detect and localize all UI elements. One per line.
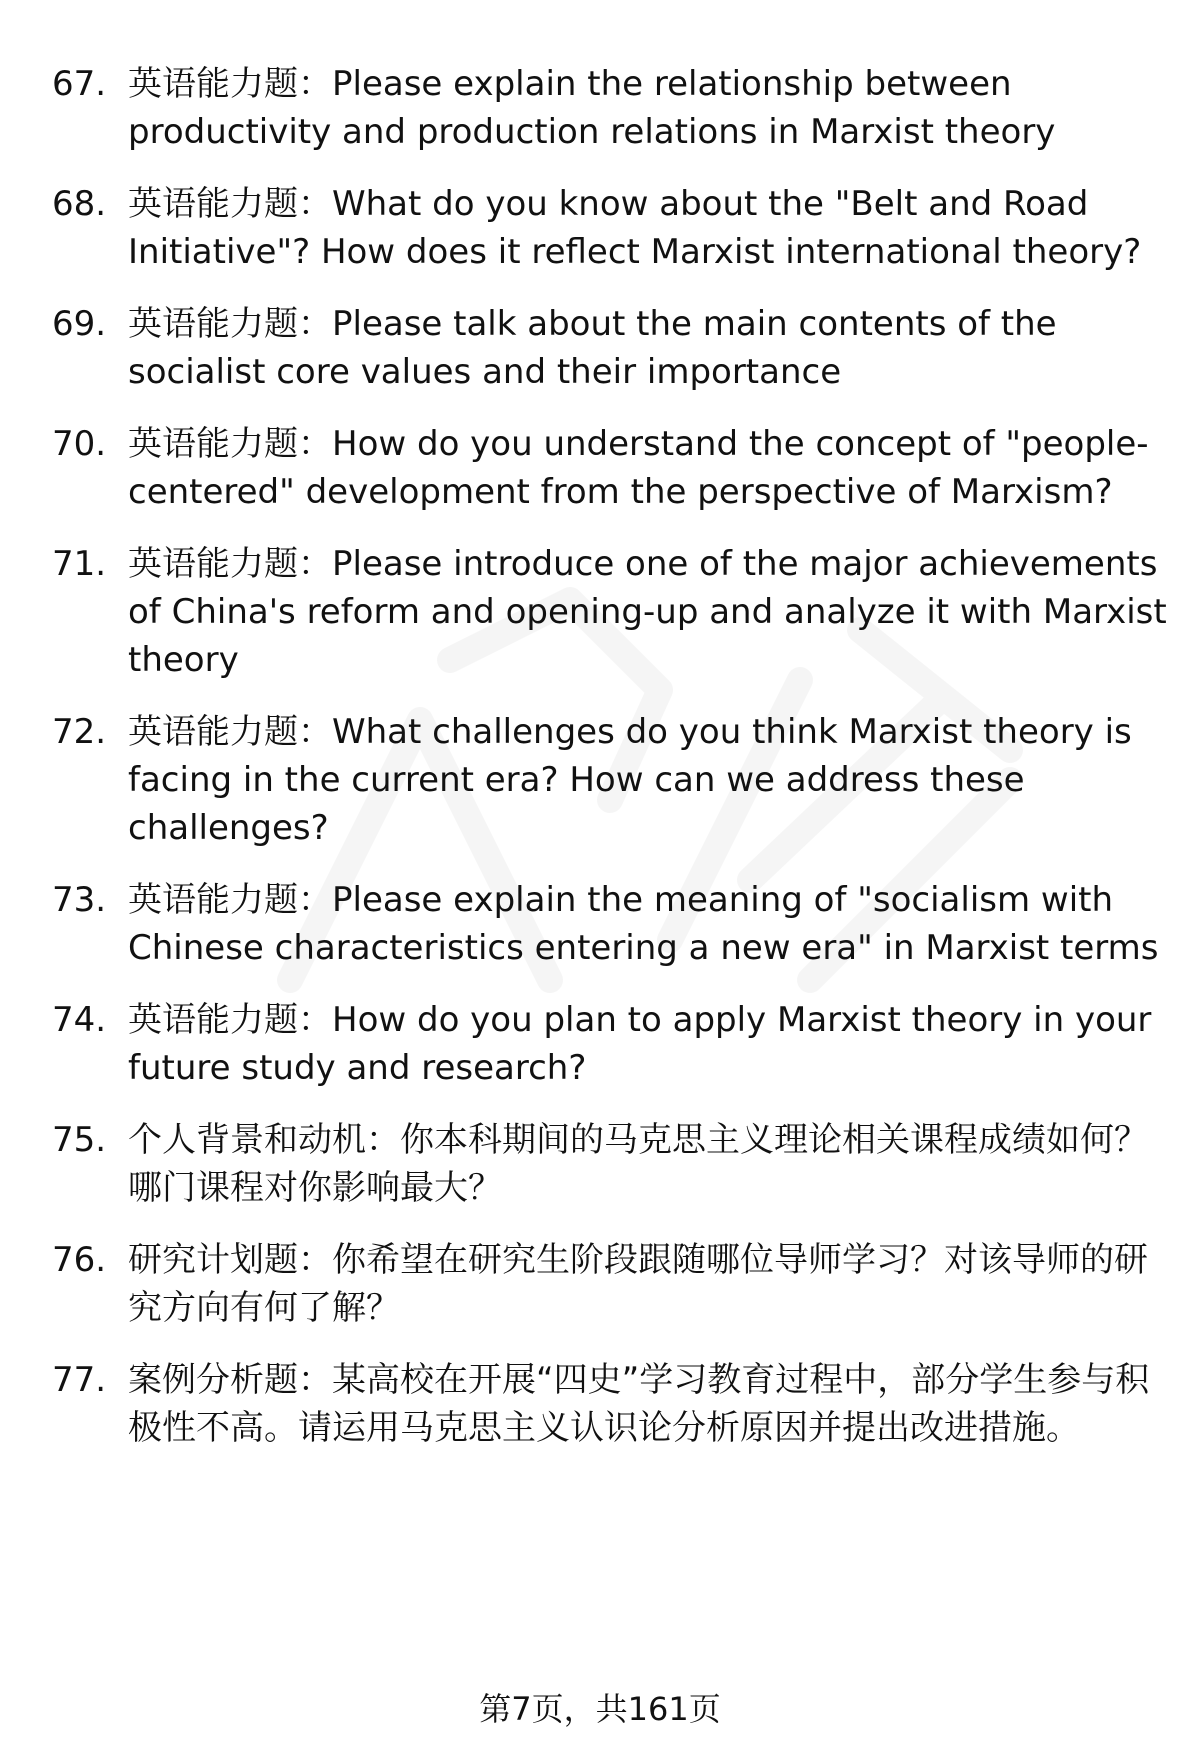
question-text: 英语能力题：Please talk about the main contents of the socialist core values and their importance <box>128 304 1057 392</box>
question-number: 74. <box>52 1000 107 1040</box>
question-text: 英语能力题：Please introduce one of the major achievements of China's reform and opening-up and analyze it with Marxist theory <box>128 544 1167 680</box>
question-number: 73. <box>52 880 107 920</box>
question-text: 英语能力题：What do you know about the "Belt and Road Initiative"? How does it reflect Marxist international theory? <box>128 184 1142 272</box>
question-item <box>0 60 1200 156</box>
question-text: 英语能力题：What challenges do you think Marxist theory is facing in the current era? How can we address these challenges? <box>128 712 1132 848</box>
question-item <box>0 996 1200 1092</box>
question-text: 英语能力题：Please explain the meaning of "socialism with Chinese characteristics entering a new era" in Marxist terms <box>128 880 1159 968</box>
question-text: 英语能力题：How do you understand the concept of "people-centered" development from the perspective of Marxism? <box>128 424 1149 512</box>
question-number: 69. <box>52 304 107 344</box>
question-item <box>0 876 1200 972</box>
question-text: 研究计划题：你希望在研究生阶段跟随哪位导师学习？对该导师的研究方向有何了解？ <box>128 1240 1148 1328</box>
question-text: 英语能力题：Please explain the relationship between productivity and production relations in Marxist theory <box>128 64 1056 152</box>
question-item <box>0 420 1200 516</box>
page-footer: 第7页，共161页 <box>479 1690 721 1728</box>
question-number: 68. <box>52 184 107 224</box>
question-item <box>0 1236 1200 1332</box>
question-number: 71. <box>52 544 107 584</box>
question-number: 76. <box>52 1240 107 1280</box>
question-text: 个人背景和动机：你本科期间的马克思主义理论相关课程成绩如何？哪门课程对你影响最大？ <box>128 1120 1148 1208</box>
question-number: 77. <box>52 1360 107 1400</box>
question-item <box>0 1116 1200 1212</box>
question-number: 72. <box>52 712 107 752</box>
question-item <box>0 1356 1200 1452</box>
question-list <box>0 60 1200 1476</box>
question-text: 案例分析题：某高校在开展“四史”学习教育过程中，部分学生参与积极性不高。请运用马克思主义认识论分析原因并提出改进措施。 <box>128 1360 1150 1448</box>
question-number: 67. <box>52 64 107 104</box>
question-item <box>0 180 1200 276</box>
question-text: 英语能力题：How do you plan to apply Marxist theory in your future study and research? <box>128 1000 1152 1088</box>
question-item <box>0 540 1200 684</box>
question-item <box>0 708 1200 852</box>
question-number: 70. <box>52 424 107 464</box>
question-item <box>0 300 1200 396</box>
question-number: 75. <box>52 1120 107 1160</box>
